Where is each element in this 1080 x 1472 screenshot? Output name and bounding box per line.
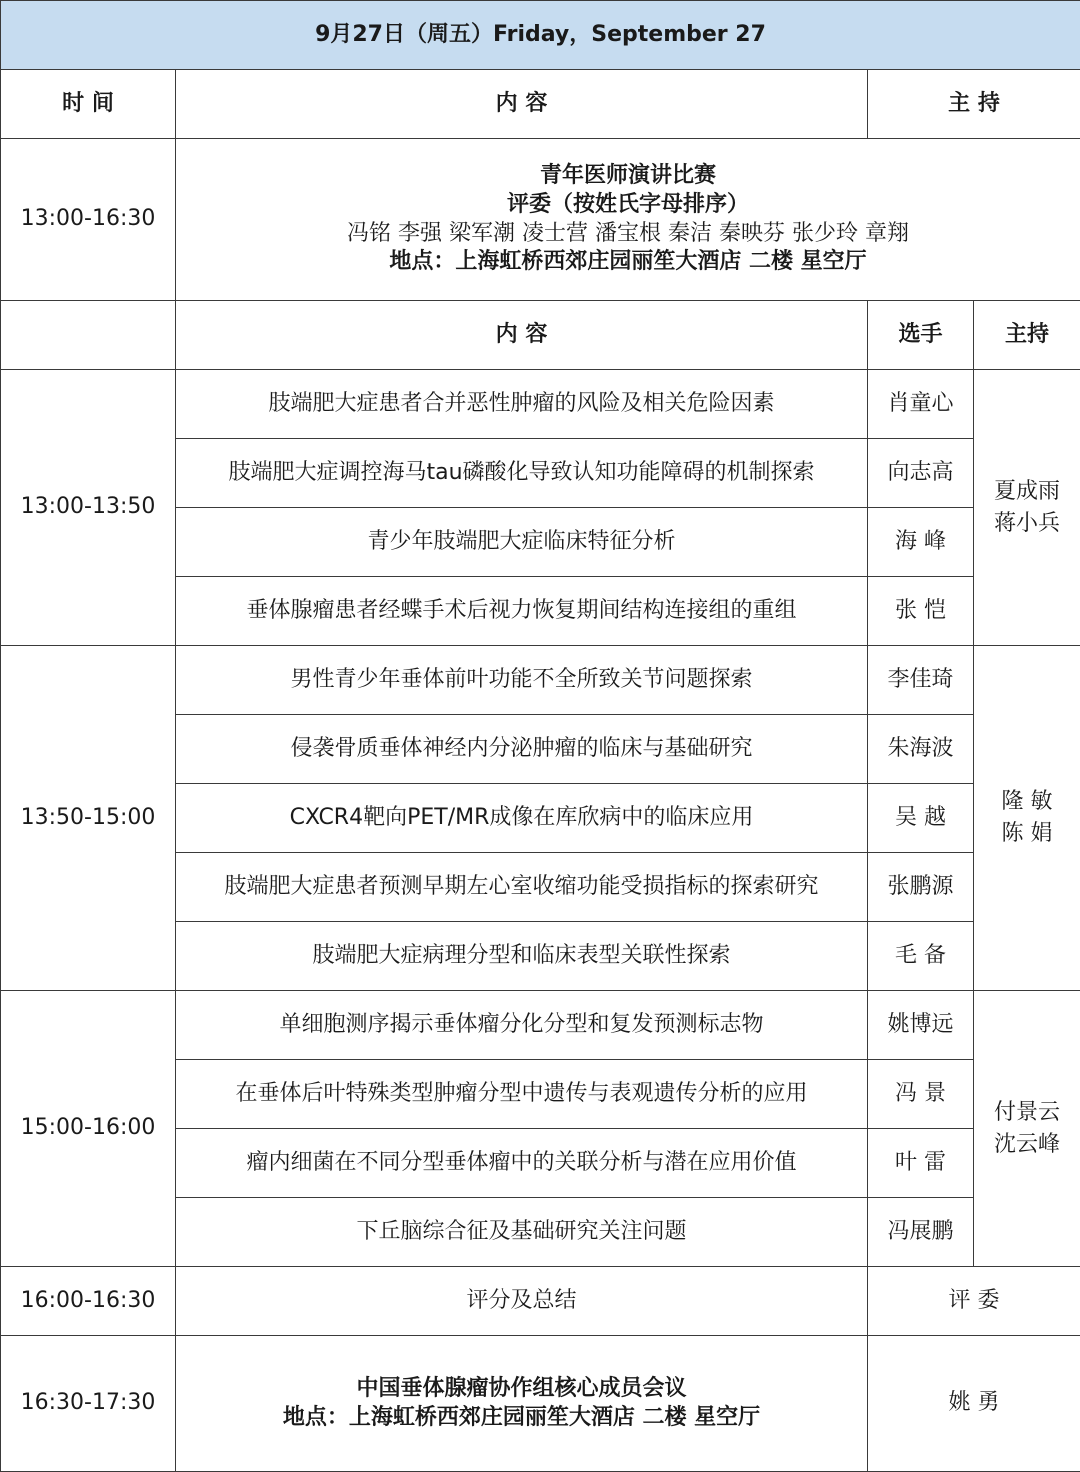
talk-speaker: 姚博远	[868, 991, 974, 1060]
header-time: 时 间	[1, 70, 176, 139]
talk-speaker: 李佳琦	[868, 646, 974, 715]
session-host: 沈云峰	[993, 1131, 1060, 1157]
talk-topic: 侵袭骨质垂体神经内分泌肿瘤的临床与基础研究	[176, 715, 868, 784]
talk-topic: 肢端肥大症病理分型和临床表型关联性探索	[176, 922, 868, 991]
talk-topic: 肢端肥大症患者预测早期左心室收缩功能受损指标的探索研究	[176, 853, 868, 922]
meeting-info	[176, 1336, 868, 1472]
session-host: 隆 敏	[1001, 789, 1053, 815]
meeting-venue: 地点：上海虹桥西郊庄园丽笙大酒店 二楼 星空厅	[282, 1404, 761, 1430]
session-host: 付景云	[993, 1099, 1060, 1125]
talk-speaker: 海 峰	[868, 508, 974, 577]
talk-speaker: 吴 越	[868, 784, 974, 853]
talk-speaker: 叶 雷	[868, 1129, 974, 1198]
meeting-row	[1, 1336, 1080, 1472]
meeting-time: 16:30-17:30	[1, 1336, 176, 1472]
session-hosts	[974, 370, 1080, 646]
talk-topic: 青少年肢端肥大症临床特征分析	[176, 508, 868, 577]
scoring-content: 评分及总结	[176, 1267, 868, 1336]
talk-speaker: 冯展鹏	[868, 1198, 974, 1267]
date-banner: 9月27日（周五）Friday，September 27	[1, 1, 1080, 70]
session-hosts	[974, 646, 1080, 991]
competition-title: 青年医师演讲比赛	[539, 163, 716, 189]
meeting-title: 中国垂体腺瘤协作组核心成员会议	[356, 1375, 687, 1401]
competition-time: 13:00-16:30	[1, 139, 176, 301]
table-row	[1, 370, 1080, 439]
session-time: 13:50-15:00	[1, 646, 176, 991]
talk-topic: 肢端肥大症患者合并恶性肿瘤的风险及相关危险因素	[176, 370, 868, 439]
table-row	[1, 646, 1080, 715]
table-row	[1, 991, 1080, 1060]
session-host: 夏成雨	[993, 478, 1060, 504]
judges-label: 评委（按姓氏字母排序）	[506, 191, 749, 217]
talk-speaker: 肖童心	[868, 370, 974, 439]
talk-speaker: 朱海波	[868, 715, 974, 784]
talk-topic: CXCR4靶向PET/MR成像在库欣病中的临床应用	[176, 784, 868, 853]
session-time: 13:00-13:50	[1, 370, 176, 646]
scoring-row	[1, 1267, 1080, 1336]
session-time: 15:00-16:00	[1, 991, 176, 1267]
meeting-host: 姚 勇	[868, 1336, 1080, 1472]
session-hosts	[974, 991, 1080, 1267]
header-content: 内 容	[176, 70, 868, 139]
talk-topic: 瘤内细菌在不同分型垂体瘤中的关联分析与潜在应用价值	[176, 1129, 868, 1198]
sub-header-row	[1, 301, 1080, 370]
talk-topic: 单细胞测序揭示垂体瘤分化分型和复发预测标志物	[176, 991, 868, 1060]
talk-speaker: 毛 备	[868, 922, 974, 991]
talk-topic: 肢端肥大症调控海马tau磷酸化导致认知功能障碍的机制探索	[176, 439, 868, 508]
sub-header-speaker: 选手	[868, 301, 974, 370]
sub-header-host: 主持	[974, 301, 1080, 370]
talk-topic: 下丘脑综合征及基础研究关注问题	[176, 1198, 868, 1267]
talk-topic: 垂体腺瘤患者经蝶手术后视力恢复期间结构连接组的重组	[176, 577, 868, 646]
session-host: 陈 娟	[1001, 821, 1053, 846]
judges-list: 冯铭 李强 梁军潮 凌士营 潘宝根 秦洁 秦映芬 张少玲 章翔	[347, 220, 909, 246]
talk-speaker: 张 恺	[868, 577, 974, 646]
talk-speaker: 冯 景	[868, 1060, 974, 1129]
talk-topic: 在垂体后叶特殊类型肿瘤分型中遗传与表观遗传分析的应用	[176, 1060, 868, 1129]
sub-header-blank	[1, 301, 176, 370]
talk-speaker: 张鹏源	[868, 853, 974, 922]
talk-speaker: 向志高	[868, 439, 974, 508]
column-header-row	[1, 70, 1080, 139]
scoring-time: 16:00-16:30	[1, 1267, 176, 1336]
sub-header-content: 内 容	[176, 301, 868, 370]
header-host: 主 持	[868, 70, 1080, 139]
competition-row	[1, 139, 1080, 301]
session-host: 蒋小兵	[993, 510, 1060, 536]
talk-topic: 男性青少年垂体前叶功能不全所致关节问题探索	[176, 646, 868, 715]
competition-info	[176, 139, 1080, 301]
scoring-host: 评 委	[868, 1267, 1080, 1336]
competition-venue: 地点：上海虹桥西郊庄园丽笙大酒店 二楼 星空厅	[389, 249, 867, 275]
date-banner-row	[1, 1, 1080, 70]
